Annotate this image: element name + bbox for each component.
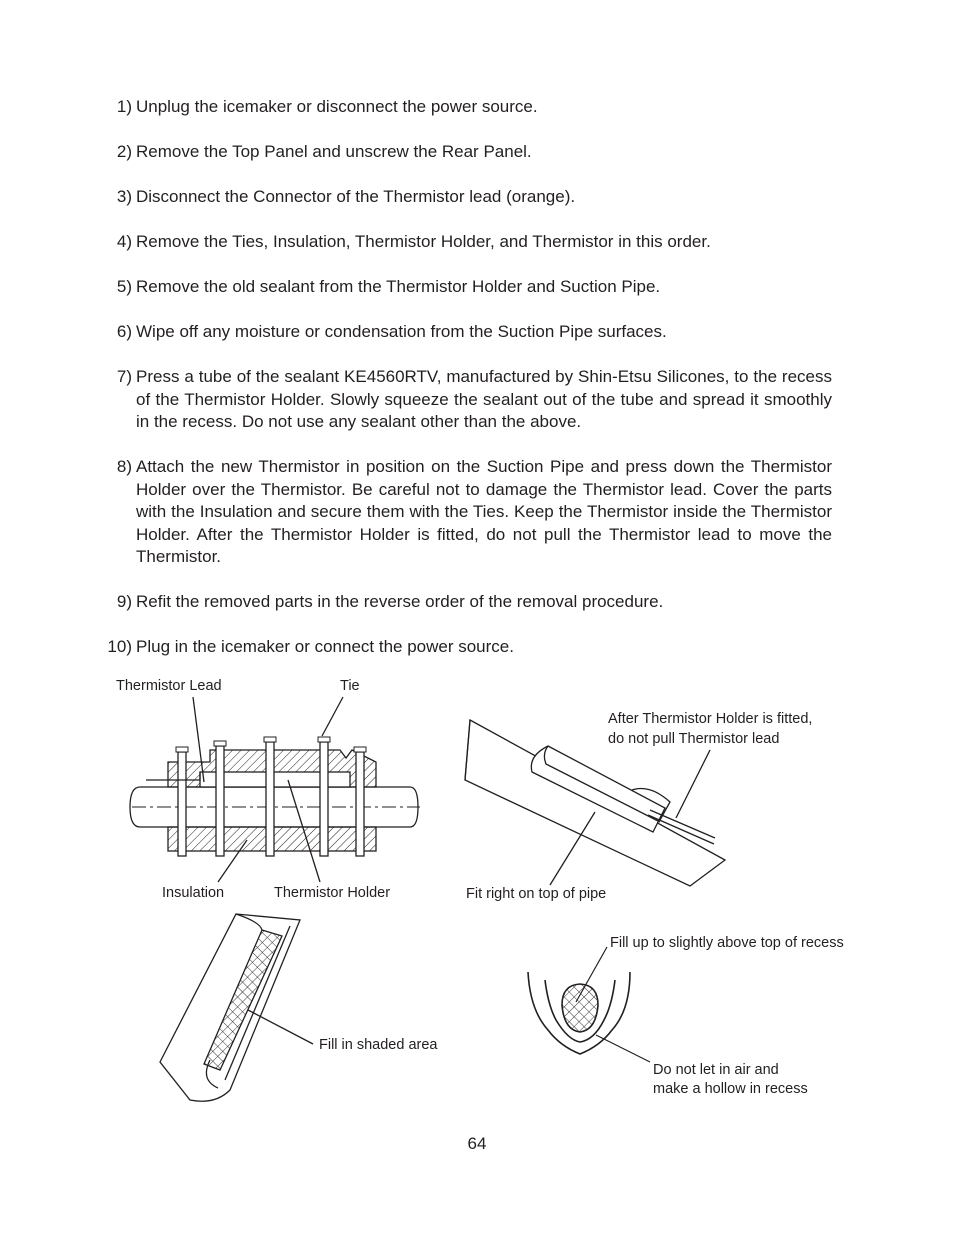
step-2	[100, 141, 832, 164]
step-7	[100, 366, 832, 434]
step-number: 1)	[116, 97, 132, 116]
step-text: Disconnect the Connector of the Thermistor lead (orange).	[136, 187, 576, 206]
page-number: 64	[467, 1134, 487, 1153]
label-after-fitted-line1: After Thermistor Holder is fitted,	[608, 711, 813, 727]
step-6	[100, 321, 832, 344]
assembly-section-figure	[130, 697, 420, 882]
step-5	[100, 276, 832, 299]
step-number: 5)	[116, 277, 132, 296]
step-number: 8)	[116, 457, 132, 476]
step-3	[100, 186, 832, 209]
step-9	[100, 591, 832, 614]
step-text: Attach the new Thermistor in position on the Suction Pipe and press down the Thermistor Holder over the Thermistor. Be careful not to damage the Thermistor lead. Cover the parts with the Insulation and secure them with the Ties. Keep the Thermistor inside the Thermistor Holder. After the Thermistor Holder is fitted, do not pull the Thermistor lead to move the Thermistor.	[136, 457, 832, 566]
step-8	[100, 456, 832, 569]
step-number: 6)	[116, 322, 132, 341]
step-text: Remove the old sealant from the Thermistor Holder and Suction Pipe.	[136, 277, 661, 296]
thermistor-diagram	[0, 660, 954, 1120]
step-number: 10)	[107, 637, 132, 656]
step-text: Refit the removed parts in the reverse order of the removal procedure.	[136, 592, 664, 611]
step-text: Remove the Ties, Insulation, Thermistor Holder, and Thermistor in this order.	[136, 232, 711, 251]
step-text: Remove the Top Panel and unscrew the Rear Panel.	[136, 142, 532, 161]
shaded-holder-figure	[160, 914, 313, 1101]
step-number: 4)	[116, 232, 132, 251]
step-number: 9)	[116, 592, 132, 611]
label-fill-up: Fill up to slightly above top of recess	[610, 935, 844, 951]
step-4	[100, 231, 832, 254]
label-no-air-line1: Do not let in air and	[653, 1062, 779, 1078]
label-thermistor-lead: Thermistor Lead	[116, 678, 222, 694]
recess-section-figure	[528, 947, 650, 1062]
step-text: Plug in the icemaker or connect the power source.	[136, 637, 514, 656]
label-no-air-line2: make a hollow in recess	[653, 1081, 808, 1097]
step-number: 2)	[116, 142, 132, 161]
step-number: 7)	[116, 367, 132, 386]
step-text: Press a tube of the sealant KE4560RTV, manufactured by Shin-Etsu Silicones, to the recess of the Thermistor Holder. Slowly squeeze the sealant out of the tube and spread it smoothly in the recess. Do not use any sealant other than the above.	[136, 367, 832, 431]
label-insulation: Insulation	[162, 885, 225, 901]
label-tie: Tie	[340, 678, 360, 694]
procedure-steps	[100, 96, 832, 681]
step-text: Unplug the icemaker or disconnect the power source.	[136, 97, 538, 116]
label-fill-shaded: Fill in shaded area	[319, 1037, 438, 1053]
step-1	[100, 96, 832, 119]
label-fit-right: Fit right on top of pipe	[466, 886, 607, 902]
label-after-fitted-line2: do not pull Thermistor lead	[608, 731, 780, 747]
step-text: Wipe off any moisture or condensation from the Suction Pipe surfaces.	[136, 322, 667, 341]
step-10	[100, 636, 832, 659]
step-number: 3)	[116, 187, 132, 206]
label-thermistor-holder: Thermistor Holder	[274, 885, 391, 901]
